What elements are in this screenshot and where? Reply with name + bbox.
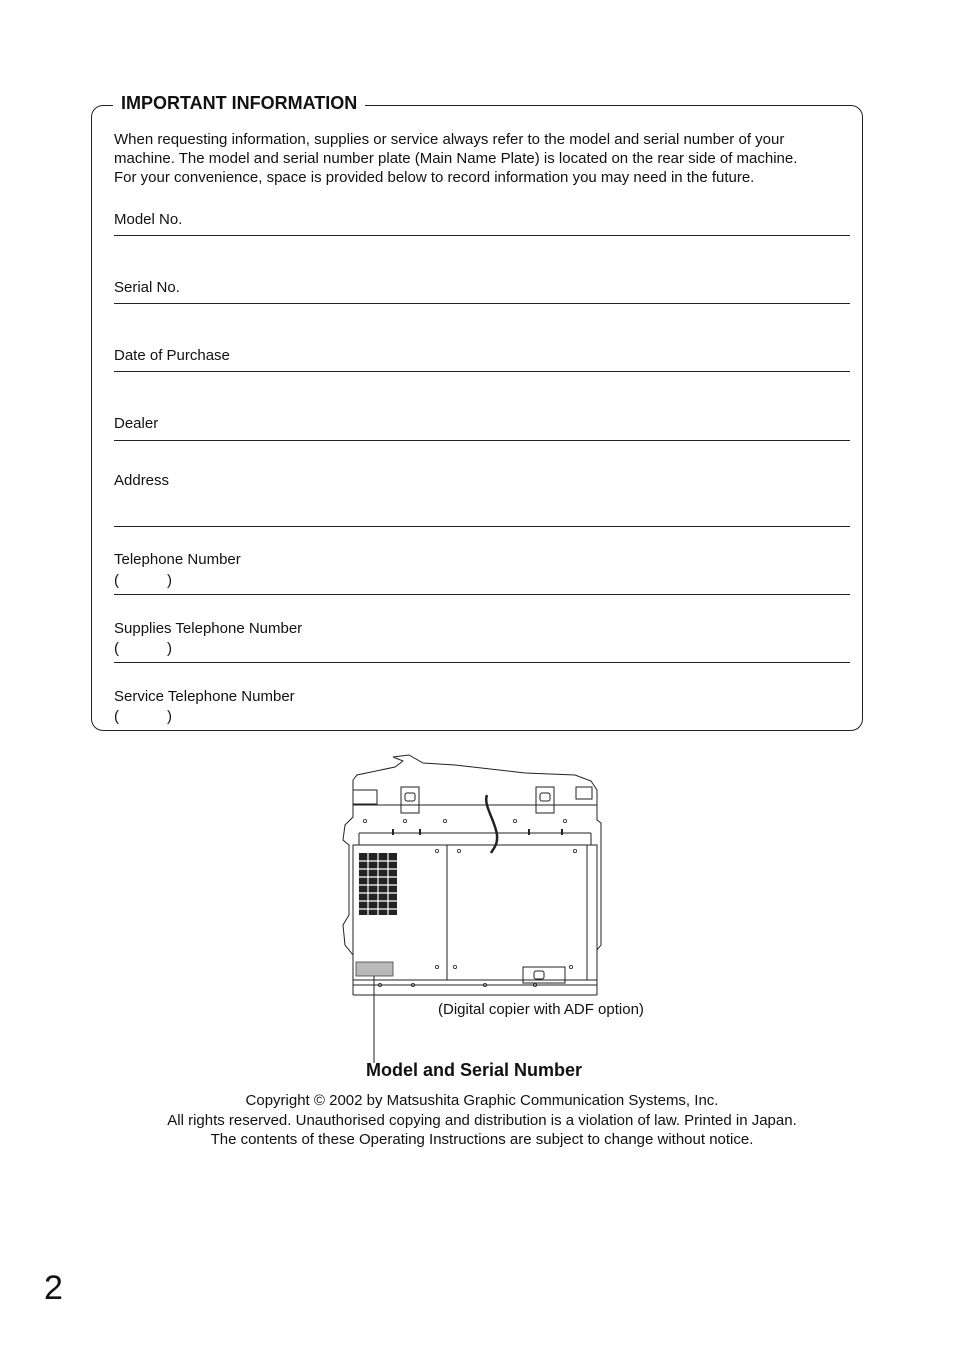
telephone-number-line [114,594,850,595]
paren-open: ( [114,640,119,657]
paren-close: ) [167,640,172,657]
page-number: 2 [44,1269,63,1307]
serial-no-label: Serial No. [114,279,180,296]
date-of-purchase-line [114,371,850,372]
address-line [114,526,850,527]
service-telephone-area-code [114,708,174,726]
paren-open: ( [114,708,119,725]
section-title: IMPORTANT INFORMATION [113,92,365,114]
paren-open: ( [114,572,119,589]
dealer-label: Dealer [114,415,159,432]
serial-no-line [114,303,850,304]
copyright-line: All rights reserved. Unauthorised copying and distribution is a violation of law. Printed in Japan. [167,1111,797,1129]
service-telephone-number-label: Service Telephone Number [114,688,295,705]
intro-paragraph [114,130,854,187]
name-plate-marker [356,962,393,976]
intro-line: machine. The model and serial number plate (Main Name Plate) is located on the rear side of machine. [114,150,798,167]
paren-close: ) [167,708,172,725]
supplies-telephone-number-label: Supplies Telephone Number [114,620,303,637]
model-no-label: Model No. [114,211,183,228]
copyright-line: The contents of these Operating Instructions are subject to change without notice. [210,1131,754,1148]
date-of-purchase-label: Date of Purchase [114,347,230,364]
telephone-area-code [114,572,174,590]
supplies-telephone-number-line [114,662,850,663]
supplies-telephone-area-code [114,640,174,658]
paren-close: ) [167,572,172,589]
model-no-line [114,235,850,236]
figure-caption: (Digital copier with ADF option) [438,1001,644,1018]
copyright-line: Copyright © 2002 by Matsushita Graphic Communication Systems, Inc. [245,1092,719,1109]
intro-line: When requesting information, supplies or service always refer to the model and serial number of your [114,131,785,148]
intro-line: For your convenience, space is provided below to record information you may need in the future. [114,169,755,186]
figure-label: Model and Serial Number [366,1060,583,1080]
copyright-notice [0,1091,954,1150]
address-label: Address [114,472,170,489]
dealer-line [114,440,850,441]
telephone-number-label: Telephone Number [114,551,241,568]
